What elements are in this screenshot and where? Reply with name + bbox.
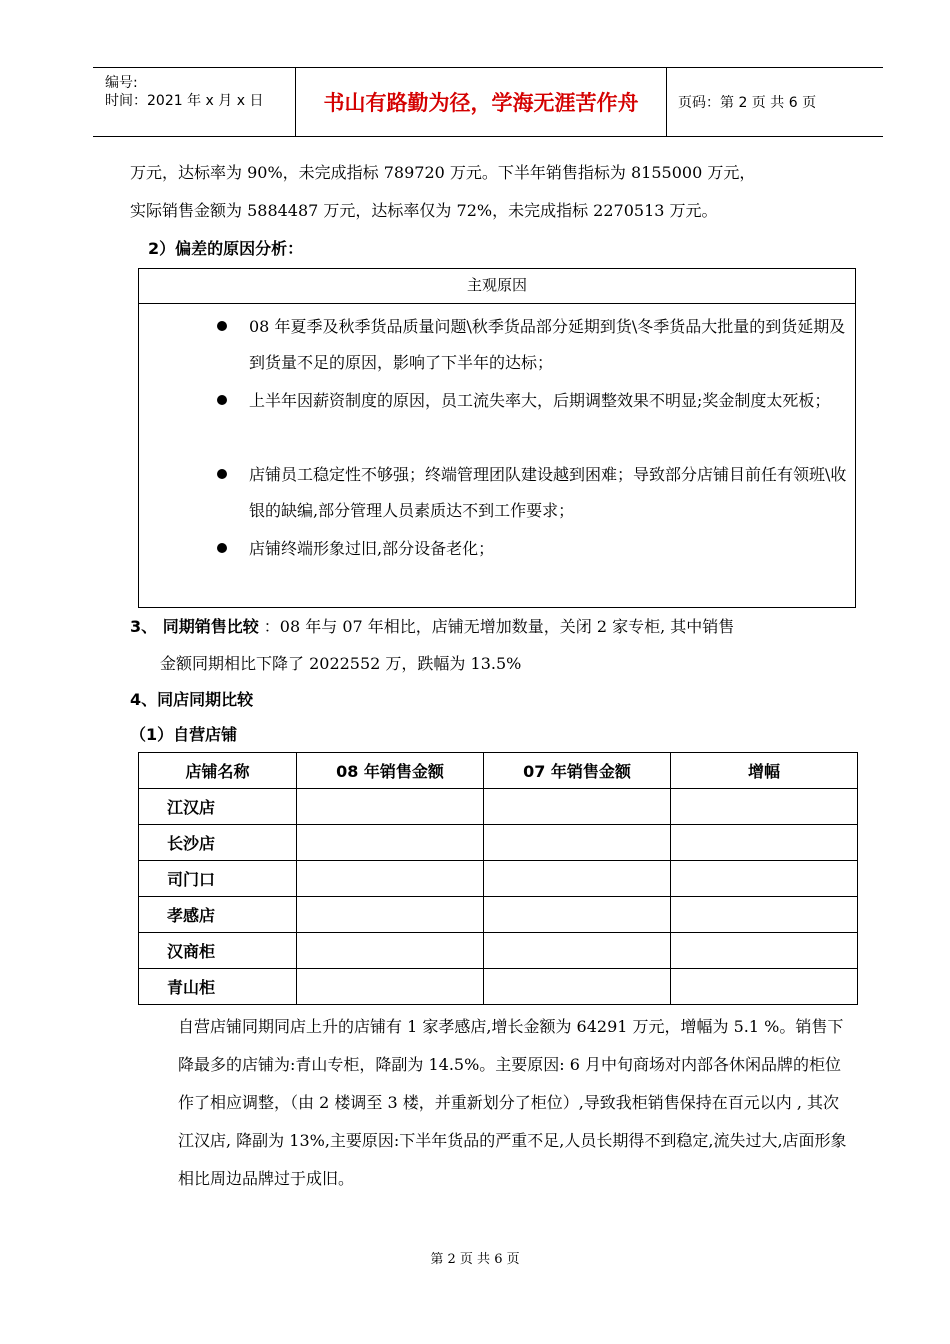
table-cell: [484, 969, 671, 1005]
section3-line-1: [130, 614, 734, 637]
subsection-title: （1）自营店铺: [130, 725, 238, 744]
cause-text: 08 年夏季及秋季货品质量问题\秋季货品部分延期到货\冬季货品大批量的到货延期及到货量不足的原因，影响了下半年的达标；: [249, 317, 846, 372]
body-line-2: 实际销售金额为 5884487 万元，达标率仅为 72%，未完成指标 2270513 万元。: [130, 201, 718, 220]
table-cell: [297, 825, 484, 861]
header-motto: 书山有路勤为径，学海无涯苦作舟: [323, 91, 639, 115]
table-cell: [297, 897, 484, 933]
table-cell: [297, 969, 484, 1005]
time-label: 时间：2021 年 x 月 x 日: [105, 93, 264, 109]
table-row: [139, 933, 858, 969]
section3-line-2: 金额同期相比下降了 2022552 万，跌幅为 13.5%: [160, 654, 522, 673]
cause-text: 上半年因薪资制度的原因，员工流失率大，后期调整效果不明显;奖金制度太死板；: [249, 391, 831, 410]
table-row: [139, 789, 858, 825]
section2-title: 2）偏差的原因分析：: [148, 239, 304, 258]
table-cell: [671, 789, 858, 825]
header-page-label: 页码：第 2 页 共 6 页: [678, 95, 817, 111]
table-row: [139, 969, 858, 1005]
store-name: 孝感店: [139, 897, 297, 933]
body-line-1: 万元，达标率为 90%，未完成指标 789720 万元。下半年销售指标为 8155000 万元，: [130, 163, 756, 182]
analysis-paragraph: 自营店铺同期同店上升的店铺有 1 家孝感店,增长金额为 64291 万元，增幅为 5.1 %。销售下降最多的店铺为:青山专柜，降副为 14.5%。主要原因: 6 月中旬商场对内部各休闲品牌的柜位作了相应调整，（由 2 楼调至 3 楼，并重新划分了柜位）,导致我柜销售保持在百元以内 , 其次江汉店, 降副为 13%,主要原因:下半年货品的严重不足,人员长期得不到稳定,流失过大,店面形象相比周边品牌过于成旧。: [178, 1017, 847, 1188]
col-sales-08: 08 年销售金额: [297, 753, 484, 789]
table-cell: [671, 969, 858, 1005]
cause-box-header: 主观原因: [139, 269, 855, 304]
table-cell: [297, 933, 484, 969]
header-divider: [666, 68, 667, 136]
bullet-icon: [217, 543, 227, 553]
cause-text: 店铺终端形象过旧,部分设备老化；: [249, 539, 495, 558]
store-name: 青山柜: [139, 969, 297, 1005]
store-name: 司门口: [139, 861, 297, 897]
table-row: [139, 825, 858, 861]
col-growth: 增幅: [671, 753, 858, 789]
bullet-icon: [217, 469, 227, 479]
store-name: 长沙店: [139, 825, 297, 861]
table-cell: [671, 933, 858, 969]
header-meta: [93, 68, 295, 136]
table-row: [139, 861, 858, 897]
table-cell: [297, 861, 484, 897]
col-sales-07: 07 年销售金额: [484, 753, 671, 789]
store-name: 江汉店: [139, 789, 297, 825]
section3-title: 3、 同期销售比较: [130, 617, 259, 636]
table-cell: [484, 789, 671, 825]
page-header: [93, 67, 883, 137]
table-header-row: [139, 753, 858, 789]
table-row: [139, 897, 858, 933]
bullet-icon: [217, 395, 227, 405]
col-store-name: 店铺名称: [139, 753, 297, 789]
table-cell: [297, 789, 484, 825]
number-label: 编号:: [105, 75, 138, 91]
section3-text: ：08 年与 07 年相比，店铺无增加数量，关闭 2 家专柜, 其中销售: [258, 617, 735, 636]
page-footer: 第 2 页 共 6 页: [430, 1252, 520, 1267]
table-cell: [671, 861, 858, 897]
table-cell: [671, 897, 858, 933]
table-cell: [484, 825, 671, 861]
bullet-icon: [217, 321, 227, 331]
table-cell: [671, 825, 858, 861]
cause-box: [138, 268, 856, 608]
table-cell: [484, 861, 671, 897]
table-cell: [484, 933, 671, 969]
store-table: [138, 752, 858, 1005]
store-name: 汉商柜: [139, 933, 297, 969]
section4-title: 4、同店同期比较: [130, 690, 254, 709]
cause-text: 店铺员工稳定性不够强；终端管理团队建设越到困难；导致部分店铺目前任有领班\收银的缺编,部分管理人员素质达不到工作要求；: [249, 465, 847, 520]
table-cell: [484, 897, 671, 933]
